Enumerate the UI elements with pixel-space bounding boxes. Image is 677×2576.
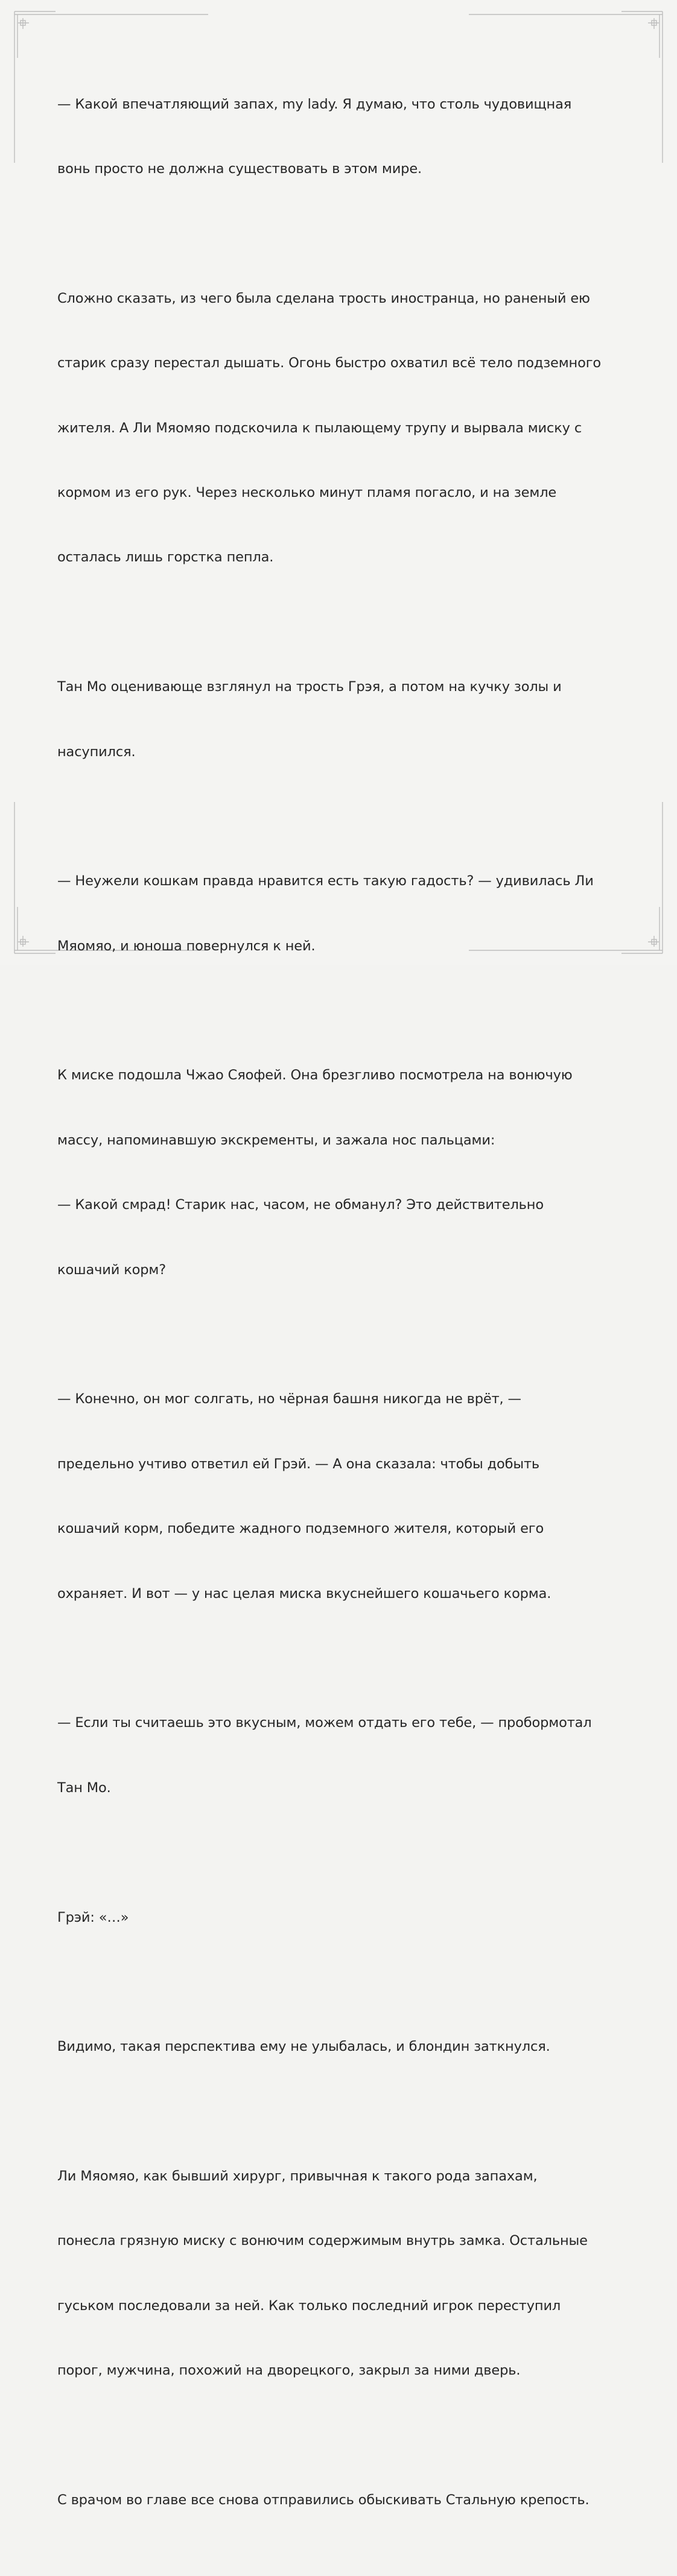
text-line: гуськом последовали за ней. Как только последний игрок переступил <box>57 2297 561 2314</box>
paragraph-1 <box>57 51 625 223</box>
paragraph-9 <box>57 1994 625 2101</box>
paragraph-5 <box>57 1022 625 1324</box>
paragraph-7 <box>57 1670 625 1842</box>
paragraph-2 <box>57 245 625 612</box>
text-line: предельно учтиво ответил ей Грэй. — А она сказала: чтобы добыть <box>57 1456 540 1472</box>
text-line: кошачий корм? <box>57 1261 167 1278</box>
text-line: Тан Мо. <box>57 1779 111 1796</box>
text-line: жителя. А Ли Мяомяо подскочила к пылающему трупу и вырвала миску с <box>57 420 582 436</box>
text-line: кошачий корм, победите жадного подземного жителя, который его <box>57 1521 544 1537</box>
text-line: — Неужели кошкам правда нравится есть такую гадость? — удивилась Ли <box>57 873 594 889</box>
text-line: вонь просто не должна существовать в этом мире. <box>57 160 422 177</box>
text-line: понесла грязную миску с вонючим содержимым внутрь замка. Остальные <box>57 2233 588 2249</box>
text-line: Грэй: «…» <box>57 1909 129 1925</box>
paragraph-4 <box>57 828 625 1000</box>
text-line: порог, мужчина, похожий на дворецкого, закрыл за ними дверь. <box>57 2363 521 2379</box>
text-line: Видимо, такая перспектива ему не улыбалась, и блондин заткнулся. <box>57 2039 550 2055</box>
paragraph-8 <box>57 1864 625 1972</box>
text-line: массу, напоминавшую экскременты, и зажала нос пальцами: <box>57 1132 495 1148</box>
text-line: — Если ты считаешь это вкусным, можем отдать его тебе, — пробормотал <box>57 1715 592 1731</box>
paragraph-6 <box>57 1346 625 1648</box>
text-line: К миске подошла Чжао Сяофей. Она брезгливо посмотрела на вонючую <box>57 1067 573 1084</box>
text-line: Мяомяо, и юноша повернулся к ней. <box>57 938 316 954</box>
text-line: осталась лишь горстка пепла. <box>57 549 274 566</box>
text-line: охраняет. И вот — у нас целая миска вкуснейшего кошачьего корма. <box>57 1585 551 1602</box>
document-body <box>57 51 625 2576</box>
text-line: — Какой смрад! Старик нас, часом, не обманул? Это действительно <box>57 1197 544 1213</box>
text-line: старик сразу перестал дышать. Огонь быстро охватил всё тело подземного <box>57 355 602 371</box>
text-line: кормом из его рук. Через несколько минут пламя погасло, и на земле <box>57 484 557 500</box>
text-line: Тан Мо оценивающе взглянул на трость Грэя, а потом на кучку золы и <box>57 679 562 695</box>
paragraph-10 <box>57 2123 625 2425</box>
text-line: Сложно сказать, из чего была сделана трость иностранца, но раненый ею <box>57 290 590 306</box>
paragraph-3 <box>57 634 625 806</box>
paragraph-11 <box>57 2446 625 2554</box>
text-line: — Какой впечатляющий запах, my lady. Я думаю, что столь чудовищная <box>57 96 572 112</box>
text-line: С врачом во главе все снова отправились обыскивать Стальную крепость. <box>57 2492 590 2508</box>
text-line: Ли Мяомяо, как бывший хирург, привычная к такого рода запахам, <box>57 2168 538 2185</box>
text-line: — Конечно, он мог солгать, но чёрная башня никогда не врёт, — <box>57 1391 521 1407</box>
text-line: насупился. <box>57 743 136 760</box>
